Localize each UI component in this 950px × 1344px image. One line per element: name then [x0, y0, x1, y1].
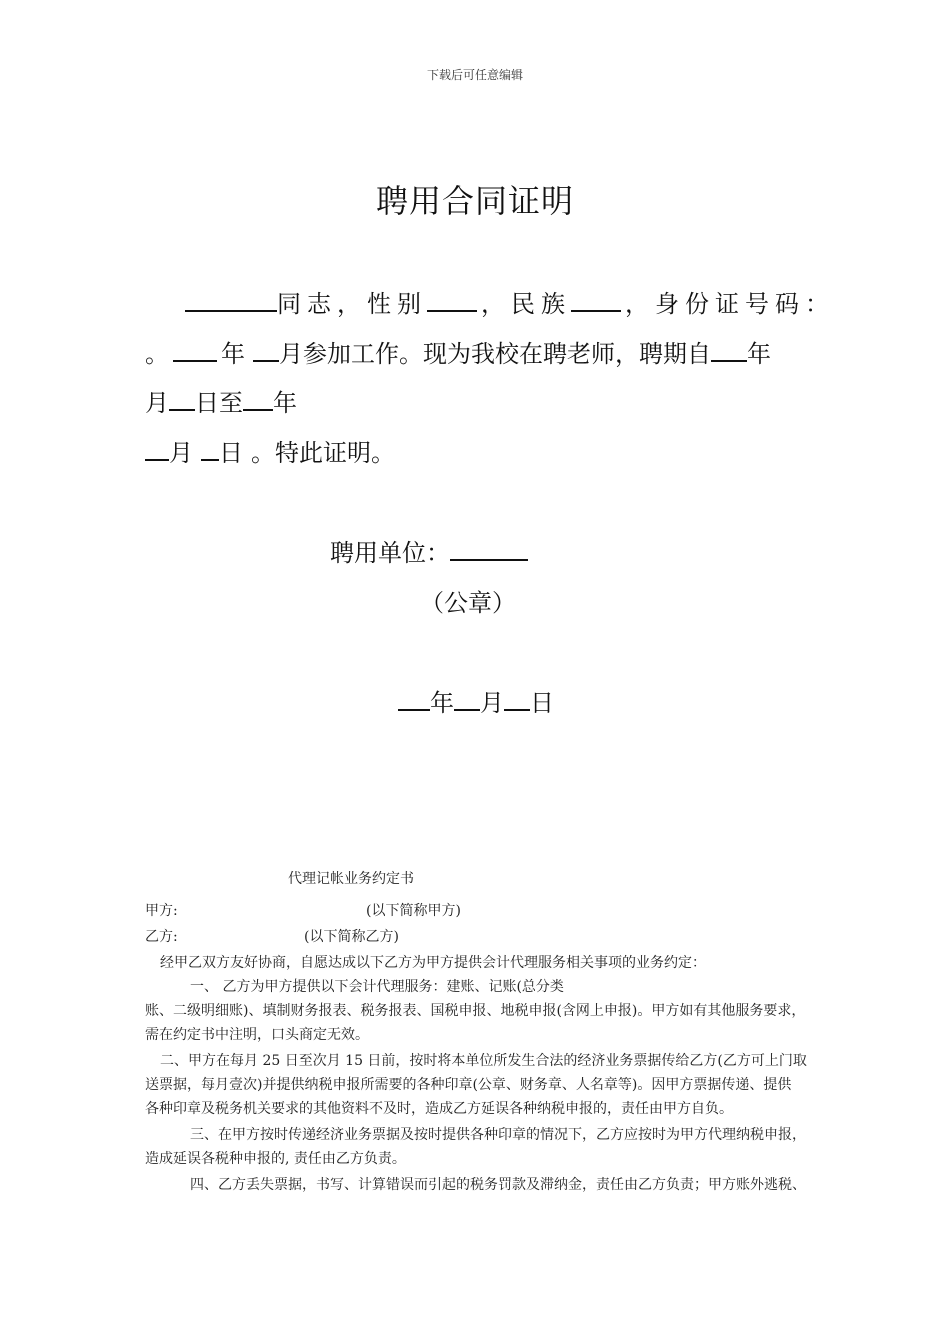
certificate-title: 聘用合同证明 — [375, 182, 574, 220]
gender-blank — [427, 288, 477, 312]
comma-2: ， — [625, 290, 655, 318]
agreement-line: 需在约定书中注明，口头商定无效。 — [145, 1027, 369, 1043]
certificate-line-2 — [145, 334, 771, 369]
start-year-blank — [173, 338, 217, 362]
date-year-label: 年 — [430, 689, 454, 717]
date-month-blank — [454, 687, 480, 711]
party-a-abbr: (以下简称甲方) — [366, 903, 461, 919]
term-end-month-blank — [145, 437, 169, 461]
year-label-3: 年 — [273, 389, 297, 417]
date-day-blank — [504, 687, 530, 711]
certify-text: 。特此证明。 — [251, 439, 395, 467]
year-label-2: 年 — [747, 340, 771, 368]
employer-blank — [450, 537, 528, 561]
day-to-label: 日至 — [195, 389, 243, 417]
term-end-day-blank — [201, 437, 219, 461]
month-label-4: 月 — [169, 439, 193, 467]
certificate-line-3 — [145, 383, 297, 418]
term-end-year-blank — [243, 387, 273, 411]
date-day-label: 日 — [530, 689, 554, 717]
term-start-year-blank — [711, 338, 747, 362]
date-year-blank — [398, 687, 430, 711]
employer-label: 聘用单位： — [330, 539, 450, 567]
agreement-line: 账、二级明细账)、填制财务报表、税务报表、国税申报、地税申报(含网上申报)。甲方如有其他服务要求， — [145, 1003, 806, 1019]
comma-1: ， — [481, 290, 511, 318]
gender-label: 性别 — [367, 290, 427, 318]
party-a-label: 甲方: — [145, 903, 178, 919]
agreement-line: 造成延误各税种申报的, 责任由乙方负责。 — [145, 1151, 406, 1167]
month-label: 月 — [145, 389, 169, 417]
year-label: 年 — [221, 340, 245, 368]
tongzhi-text: 同志， — [277, 290, 367, 318]
term-start-day-blank — [169, 387, 195, 411]
name-blank — [185, 288, 277, 312]
agreement-line: 送票据，每月壹次)并提供纳税申报所需要的各种印章(公章、财务章、人名章等)。因甲方票据传递、提供 — [145, 1077, 792, 1093]
party-b-label: 乙方: — [145, 929, 178, 945]
agreement-line: 二、甲方在每月 25 日至次月 15 日前，按时将本单位所发生合法的经济业务票据传给乙方(乙方可上门取 — [160, 1053, 807, 1069]
certificate-date — [398, 683, 554, 718]
agreement-line: 各种印章及税务机关要求的其他资料不及时，造成乙方延误各种纳税申报的，责任由甲方自负。 — [145, 1101, 733, 1117]
agreement-line: 一、 乙方为甲方提供以下会计代理服务：建账、记账(总分类 — [190, 979, 564, 995]
id-card-label: 身份证号码： — [655, 290, 835, 318]
start-month-blank — [253, 338, 279, 362]
page-header-note: 下载后可任意编辑 — [426, 68, 523, 82]
employer-line — [330, 533, 528, 568]
agreement-line: 四、乙方丢失票据，书写、计算错误而引起的税务罚款及滞纳金，责任由乙方负责；甲方账外逃税、 — [190, 1177, 806, 1193]
day-label-4: 日 — [219, 439, 243, 467]
seal-note: （公章） — [420, 589, 516, 617]
agreement-line: 经甲乙双方友好协商，自愿达成以下乙方为甲方提供会计代理服务相关事项的业务约定： — [160, 955, 706, 971]
period-mark: 。 — [145, 340, 169, 368]
ethnicity-label: 民族 — [511, 290, 571, 318]
ethnicity-blank — [571, 288, 621, 312]
agreement-title: 代理记帐业务约定书 — [288, 871, 414, 887]
date-month-label: 月 — [480, 689, 504, 717]
work-text: 月参加工作。现为我校在聘老师，聘期自 — [279, 340, 711, 368]
certificate-line-1 — [185, 284, 835, 319]
party-b-abbr: (以下简称乙方) — [304, 929, 399, 945]
certificate-line-4 — [145, 433, 395, 468]
agreement-line: 三、在甲方按时传递经济业务票据及按时提供各种印章的情况下，乙方应按时为甲方代理纳税申报， — [190, 1127, 806, 1143]
